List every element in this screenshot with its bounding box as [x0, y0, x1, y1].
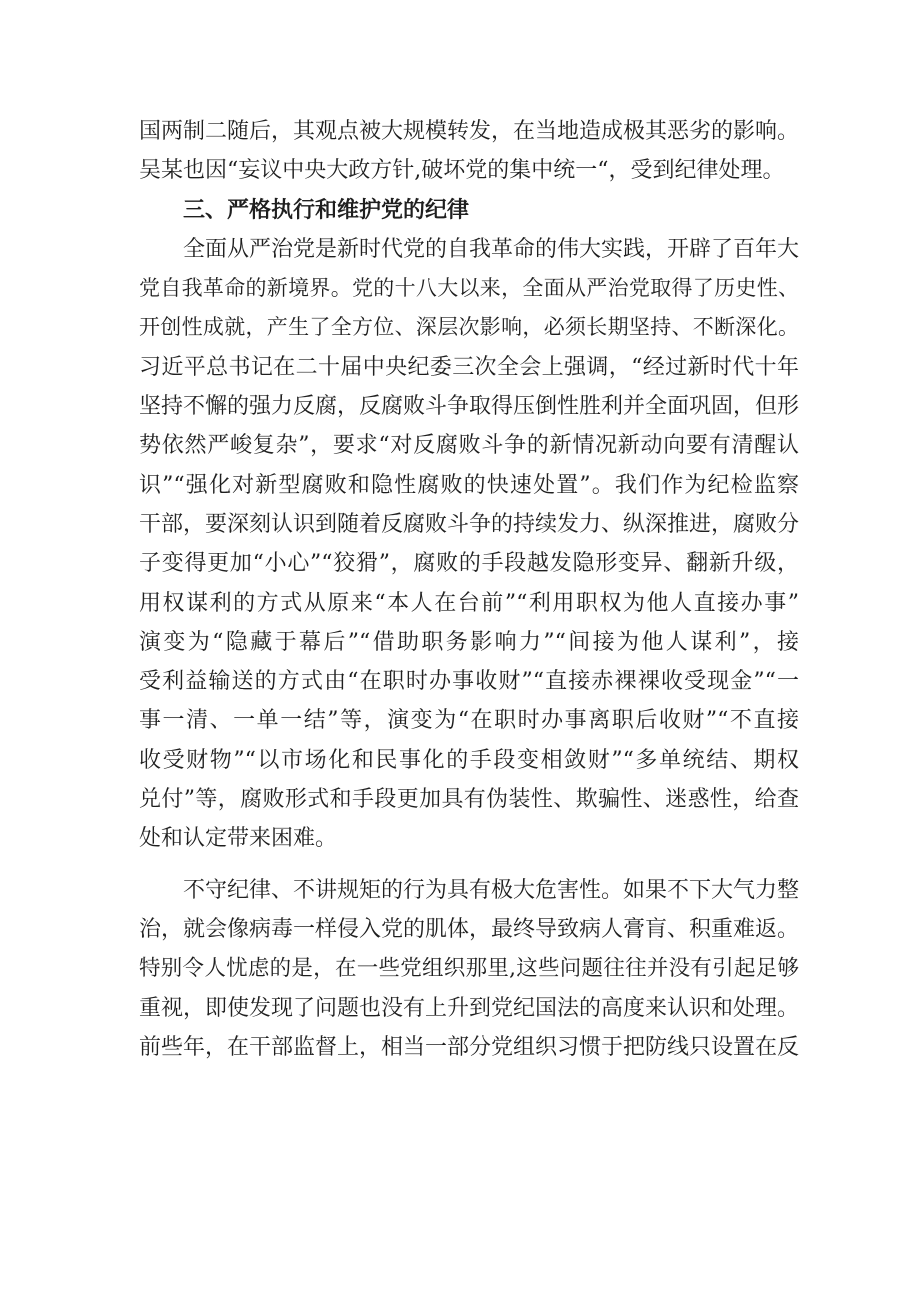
text-line: 受利益输送的方式由“在职时办事收财”“直接赤裸裸收受现金”“一 — [139, 669, 799, 695]
text-line: 事一清、一单一结”等，演变为“在职时办事离职后收财”“不直接 — [139, 708, 799, 734]
text-line: 用权谋利的方式从原来“本人在台前”“利用职权为他人直接办事” — [139, 590, 799, 616]
text-line: 治，就会像病毒一样侵入党的肌体，最终导致病人膏肓、积重难返。 — [139, 916, 800, 942]
paragraph-gap — [139, 859, 799, 871]
paragraph-continuation — [139, 112, 799, 191]
text-line: 开创性成就，产生了全方位、深层次影响，必须长期坚持、不断深化。 — [139, 315, 799, 340]
text-line: 处和认定带来困难。 — [139, 826, 338, 852]
section-heading — [139, 191, 799, 230]
paragraph-discipline — [139, 230, 799, 859]
text-line: 势依然严峻复杂”，要求“对反腐败斗争的新情况新动向要有清醒认 — [139, 433, 799, 459]
text-line: 习近平总书记在二十届中央纪委三次全会上强调，“经过新时代十年 — [139, 354, 799, 380]
text-line: 重视，即使发现了问题也没有上升到党纪国法的高度来认识和处理。 — [139, 995, 800, 1021]
text-line: 国两制二随后，其观点被大规模转发，在当地造成极其恶劣的影响。 — [139, 119, 800, 144]
section-heading-text: 三、严格执行和维护党的纪律 — [183, 196, 470, 223]
text-line: 子变得更加“小心”“狡猾”，腐败的手段越发隐形变异、翻新升级， — [139, 551, 799, 577]
text-line: 不守纪律、不讲规矩的行为具有极大危害性。如果不下大气力整 — [183, 877, 800, 903]
text-line: 识”“强化对新型腐败和隐性腐败的快速处置”。我们作为纪检监察 — [139, 472, 799, 498]
text-line: 党自我革命的新境界。党的十八大以来，全面从严治党取得了历史性、 — [139, 276, 799, 301]
text-line: 兑付”等，腐败形式和手段更加具有伪装性、欺骗性、迷惑性，给查 — [139, 787, 799, 813]
text-line: 吴某也因“妄议中央大政方针,破坏党的集中统一“，受到纪律处理。 — [139, 158, 785, 184]
text-line: 演变为“隐藏于幕后”“借助职务影响力”“间接为他人谋利”，接 — [139, 629, 799, 655]
text-line: 收受财物”“以市场化和民事化的手段变相敛财”“多单统结、期权 — [139, 747, 799, 773]
text-line: 干部，要深刻认识到随着反腐败斗争的持续发力、纵深推进，腐败分 — [139, 511, 800, 537]
text-line: 全面从严治党是新时代党的自我革命的伟大实践，开辟了百年大 — [183, 236, 800, 262]
document-body — [139, 112, 799, 1067]
text-line: 前些年，在干部监督上，相当一部分党组织习惯于把防线只设置在反 — [139, 1034, 800, 1060]
text-line: 特别令人忧虑的是，在一些党组织那里,这些问题往往并没有引起足够 — [139, 956, 799, 982]
paragraph-harm — [139, 871, 799, 1067]
text-line: 坚持不懈的强力反腐，反腐败斗争取得压倒性胜利并全面巩固，但形 — [139, 394, 800, 420]
